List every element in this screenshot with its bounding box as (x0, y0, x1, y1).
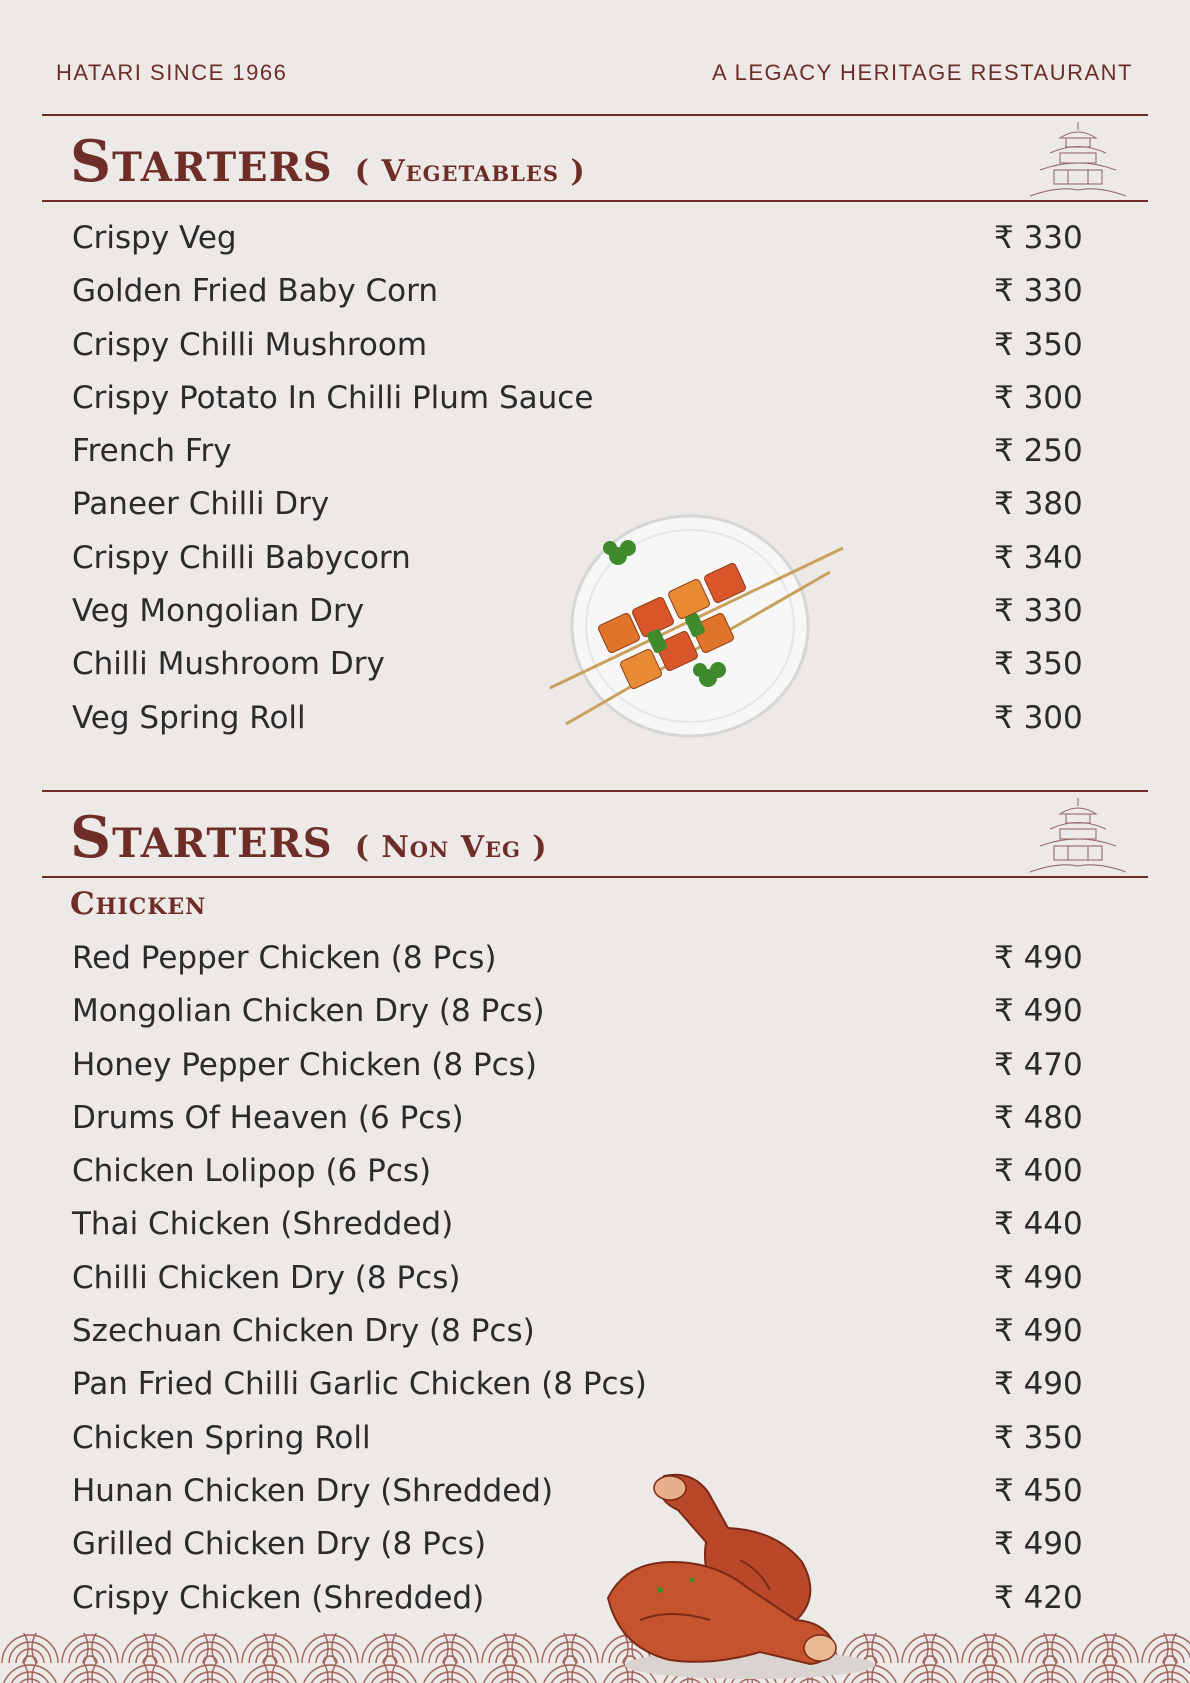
item-price: ₹ 440 (994, 1206, 1083, 1243)
pagoda-icon (1028, 120, 1128, 198)
item-name: Hunan Chicken Dry (Shredded) (72, 1472, 554, 1509)
item-price: ₹ 350 (994, 326, 1083, 363)
item-price: ₹ 350 (994, 646, 1083, 683)
menu-item (0, 269, 1190, 322)
item-price: ₹ 380 (994, 486, 1083, 523)
menu-item (0, 1362, 1190, 1415)
section-top-rule (42, 114, 1148, 116)
menu-item (0, 1469, 1190, 1522)
item-price: ₹ 330 (994, 593, 1083, 630)
chicken-drumsticks-image (600, 1470, 890, 1683)
menu-item (0, 1256, 1190, 1309)
section-title-non-veg (70, 804, 548, 871)
item-name: Mongolian Chicken Dry (8 Pcs) (72, 993, 545, 1030)
item-name: Chicken Lolipop (6 Pcs) (72, 1153, 432, 1190)
item-name: Pan Fried Chilli Garlic Chicken (8 Pcs) (72, 1366, 647, 1403)
menu-item (0, 1149, 1190, 1202)
section-bottom-rule (42, 876, 1148, 878)
item-price: ₹ 420 (994, 1579, 1083, 1616)
section-subtitle: ( Vegetables ) (354, 154, 586, 189)
item-name: Chicken Spring Roll (72, 1419, 371, 1456)
item-price: ₹ 340 (994, 539, 1083, 576)
item-name: Veg Spring Roll (72, 699, 306, 736)
seigaiha-wave-border (0, 1633, 1190, 1683)
menu-item (0, 1576, 1190, 1629)
item-name: Grilled Chicken Dry (8 Pcs) (72, 1526, 487, 1563)
item-name: Red Pepper Chicken (8 Pcs) (72, 940, 497, 976)
category-heading-chicken: Chicken (70, 886, 207, 922)
item-price: ₹ 300 (994, 379, 1083, 416)
item-price: ₹ 400 (994, 1153, 1083, 1190)
item-name: Chilli Mushroom Dry (72, 646, 385, 683)
item-name: Crispy Potato In Chilli Plum Sauce (72, 379, 594, 416)
item-name: Drums Of Heaven (6 Pcs) (72, 1099, 464, 1136)
brand-tagline-right: A LEGACY HERITAGE RESTAURANT (712, 60, 1133, 85)
item-name: Golden Fried Baby Corn (72, 273, 438, 310)
item-price: ₹ 350 (994, 1419, 1083, 1456)
item-name: Honey Pepper Chicken (8 Pcs) (72, 1046, 537, 1083)
item-name: Veg Mongolian Dry (72, 593, 365, 630)
item-price: ₹ 490 (994, 1313, 1083, 1350)
menu-item (0, 1416, 1190, 1469)
item-price: ₹ 490 (994, 1526, 1083, 1563)
item-price: ₹ 450 (994, 1472, 1083, 1509)
item-price: ₹ 490 (994, 940, 1083, 976)
item-price: ₹ 490 (994, 1366, 1083, 1403)
section-title-vegetables (70, 128, 586, 195)
menu-item (0, 216, 1190, 269)
item-price: ₹ 330 (994, 273, 1083, 310)
section-subtitle: ( Non Veg ) (354, 830, 548, 865)
item-price: ₹ 330 (994, 220, 1083, 256)
menu-item (0, 376, 1190, 429)
menu-item (0, 1202, 1190, 1255)
item-price: ₹ 250 (994, 433, 1083, 470)
item-name: Crispy Chilli Babycorn (72, 539, 411, 576)
item-name: Chilli Chicken Dry (8 Pcs) (72, 1259, 461, 1296)
pagoda-icon (1028, 796, 1128, 874)
paneer-skewer-plate-image (548, 510, 848, 742)
item-price: ₹ 300 (994, 699, 1083, 736)
brand-tagline-left: HATARI SINCE 1966 (56, 60, 288, 85)
menu-item (0, 936, 1190, 989)
item-name: Crispy Veg (72, 220, 237, 256)
item-name: Paneer Chilli Dry (72, 486, 330, 523)
section-bottom-rule (42, 200, 1148, 202)
section-top-rule (42, 790, 1148, 792)
item-name: Crispy Chilli Mushroom (72, 326, 428, 363)
section-title-main: Starters (70, 804, 333, 871)
page-header (0, 60, 1190, 90)
menu-item (0, 1522, 1190, 1575)
item-price: ₹ 490 (994, 1259, 1083, 1296)
menu-item (0, 1043, 1190, 1096)
item-price: ₹ 490 (994, 993, 1083, 1030)
item-name: Thai Chicken (Shredded) (72, 1206, 454, 1243)
menu-item (0, 1096, 1190, 1149)
menu-item (0, 989, 1190, 1042)
menu-item (0, 323, 1190, 376)
item-name: Szechuan Chicken Dry (8 Pcs) (72, 1313, 535, 1350)
item-name: French Fry (72, 433, 232, 470)
item-price: ₹ 470 (994, 1046, 1083, 1083)
item-price: ₹ 480 (994, 1099, 1083, 1136)
menu-list-non-veg (0, 936, 1190, 1629)
section-title-main: Starters (70, 128, 333, 195)
menu-item (0, 1309, 1190, 1362)
menu-item (0, 429, 1190, 482)
item-name: Crispy Chicken (Shredded) (72, 1579, 485, 1616)
